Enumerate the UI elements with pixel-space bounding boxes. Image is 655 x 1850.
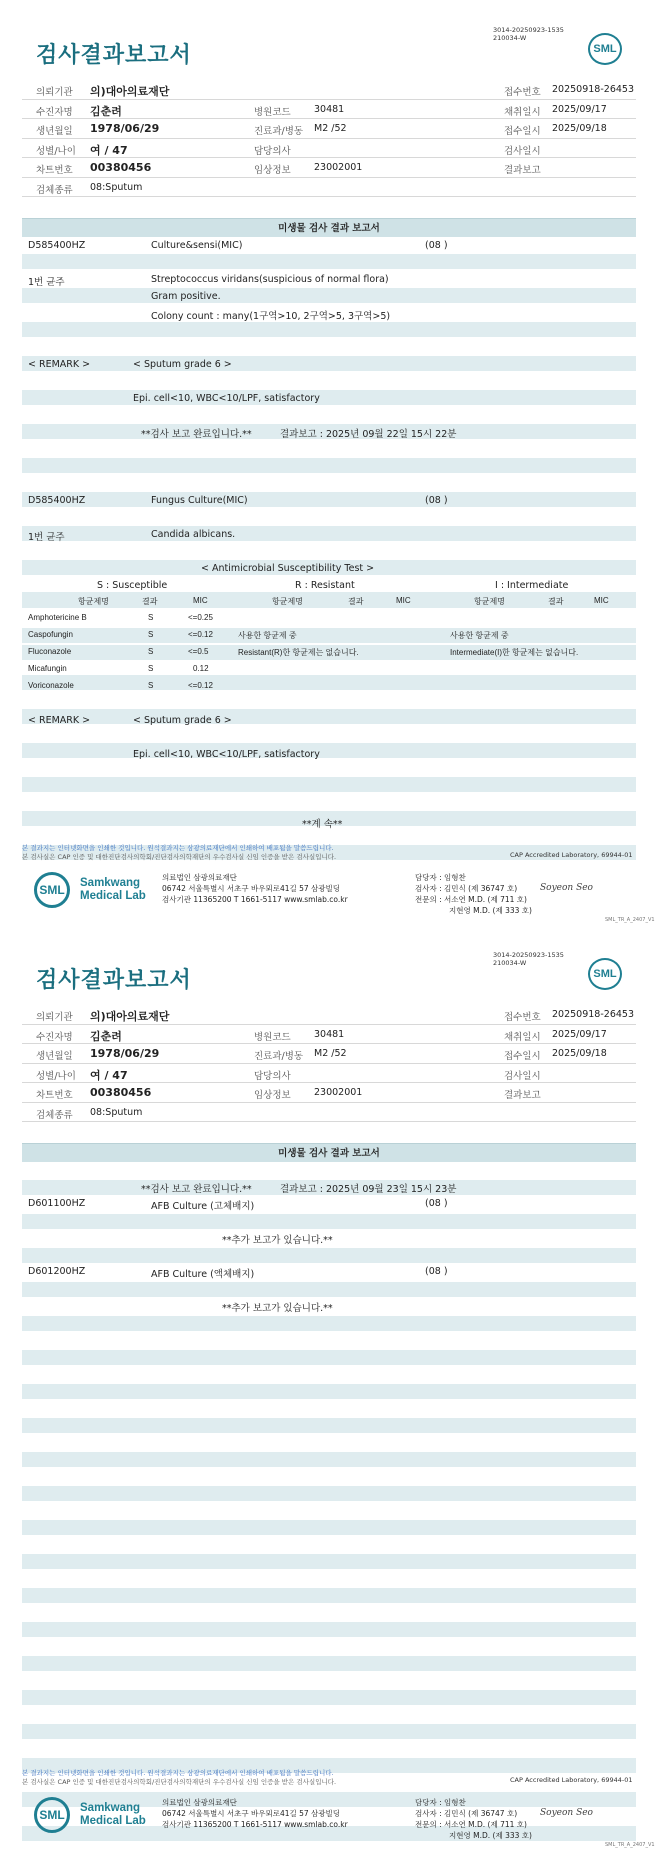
row-stripes — [22, 254, 636, 594]
header-row: 수진자명 김춘려 병원코드 30481 채취일시 2025/09/17 — [22, 1025, 636, 1045]
strain-label: 1번 균주 — [28, 277, 65, 288]
report-time: 결과보고 : 2025년 09월 23일 15시 23분 — [280, 1184, 457, 1195]
drug-name: Amphotericine B — [28, 613, 87, 622]
section-title: 미생물 검사 결과 보고서 — [22, 1143, 636, 1162]
cap-accreditation: CAP Accredited Laboratory, 69944-01 — [510, 851, 633, 859]
signers: 담당자 : 임형찬 검사자 : 김민식 (제 36747 호) 전문의 : 서소연 M.D. (제 711 호) 지현영 M.D. (제 333 호) — [415, 873, 532, 915]
test-code: D585400HZ — [28, 495, 86, 506]
brand-name: Samkwang Medical Lab — [80, 1802, 146, 1827]
page-code: 3014-20250923-1535 210034-W — [493, 951, 564, 967]
additional-report: **추가 보고가 있습니다.** — [222, 1303, 333, 1314]
drug-name: Micafungin — [28, 664, 67, 673]
header-row: 차트번호 00380456 임상정보 23002001 결과보고 — [22, 158, 636, 178]
test-code: D585400HZ — [28, 240, 86, 251]
signature: Soyeon Seo — [540, 883, 593, 893]
header-row: 검체종류 08:Sputum — [22, 178, 636, 198]
organism: Streptococcus viridans(suspicious of normal flora) — [151, 274, 389, 285]
ast-title: < Antimicrobial Susceptibility Test > — [201, 563, 375, 574]
test-name: AFB Culture (고체배지) — [151, 1201, 255, 1212]
drug-name: Voriconazole — [28, 681, 74, 690]
header-row: 의뢰기관 의)대아의료재단 접수번호 20250918-26453 — [22, 1005, 636, 1025]
additional-report: **추가 보고가 있습니다.** — [222, 1235, 333, 1246]
cap-accreditation: CAP Accredited Laboratory, 69944-01 — [510, 1776, 633, 1784]
test-code: D601200HZ — [28, 1266, 86, 1277]
organism: Candida albicans. — [151, 529, 236, 540]
report-page-1: 3014-20250923-1535 210034-W SML 검사결과보고서 의뢰기관 의)대아의료재단 접수번호 20250918-26453 수진자명 김춘려 병원코드 30481 채취일시 2025/09/17 생년월일 1978/06/29 진료과/병동 M2 /52 접수일시 2025/09/18 성별/나이 여 / 47 담당의사 검사일시 차트번호 00380456 임상정보 23002001 결과보고 검체종류 08:Sputum 미생물 검사 결과 보고서 D585400HZ Culture&sensi(MIC) (08 ) 1번 균주 Streptococcus viridans(suspicious of normal flora) Gram positive. Colony count : many(1구역>10, 2구역>5, 3구역>5) < REMARK > < Sputum grade 6 > Epi. cell<10, WBC<10/LPF, satisfactory **검사 보고 완료입니다.** 결과보고 : 2025년 09월 22일 15시 22분 D585400HZ Fungus Culture(MIC) (08 ) 1번 균주 Candida albicans. < Antimicrobial Susceptibility Test > S : Susceptible R : Resistant I : Intermediate 항균제명 결과 MIC 항균제명 결과 MIC 항균제명 결과 MIC Amphotericine B S <=0.25 Caspofungin S <=0.12 Fluconazole S <=0.5 Micafungin S 0.12 Voriconazole S <=0.12 사용한 항균제 중 Resistant(R)한 항균제는 없습니다. 사용한 항균제 중 Intermediate(I)한 항균제는 없습니다. < REMARK > < Sputum grade 6 > Epi. cell<10, WBC<10/LPF, satisfactory **계 속** 본 결과지는 인터넷화면을 인쇄한 것입니다. 원석결과지는 삼광의료재단에서 인쇄하여 배포됨을 말씀드립니다. 본 검사실은 CAP 인증 및 대한진단검사의학회/진단검사의학재단의 우수검사실 신임 인증을 받은 검사실입니다. CAP Accredited Laboratory, 69944-01 SML Samkwang Medical Lab 의료법인 삼광의료재단 06742 서울특별시 서초구 바우뫼로41길 57 삼광빌딩 검사기관 11365200 T 1661-5117 www.smlab.co.kr 담당자 : 임형찬 검사자 : 김민식 (제 36747 호) 전문의 : 서소연 M.D. (제 711 호) 지현영 M.D. (제 333 호) Soyeon Seo SML_TR_A_2407_V1 — [22, 26, 655, 923]
page-code: 3014-20250923-1535 210034-W — [493, 26, 564, 42]
ast-table-header — [22, 592, 636, 608]
strain-label: 1번 균주 — [28, 532, 65, 543]
lab-address: 의료법인 삼광의료재단 06742 서울특별시 서초구 바우뫼로41길 57 삼광빌딩 검사기관 11365200 T 1661-5117 www.smlab.co.kr — [162, 873, 348, 904]
test-name: Fungus Culture(MIC) — [151, 495, 248, 506]
header-row: 검체종류 08:Sputum — [22, 1103, 636, 1123]
header-row: 성별/나이 여 / 47 담당의사 검사일시 — [22, 1064, 636, 1084]
sml-logo-icon: SML — [588, 33, 622, 65]
row-stripes — [22, 628, 636, 879]
report-complete: **검사 보고 완료입니다.** — [141, 429, 252, 440]
signers: 담당자 : 임형찬 검사자 : 김민식 (제 36747 호) 전문의 : 서소연 M.D. (제 711 호) 지현영 M.D. (제 333 호) — [415, 1798, 532, 1840]
header-row: 차트번호 00380456 임상정보 23002001 결과보고 — [22, 1083, 636, 1103]
header-row: 의뢰기관 의)대아의료재단 접수번호 20250918-26453 — [22, 80, 636, 100]
header-row: 성별/나이 여 / 47 담당의사 검사일시 — [22, 139, 636, 159]
report-time: 결과보고 : 2025년 09월 22일 15시 22분 — [280, 429, 457, 440]
test-name: AFB Culture (액체배지) — [151, 1269, 255, 1280]
drug-name: Fluconazole — [28, 647, 72, 656]
continued: **계 속** — [302, 819, 343, 830]
remark-label: < REMARK > — [28, 715, 91, 726]
page-title: 검사결과보고서 — [36, 968, 192, 993]
footer-note: 본 결과지는 인터넷화면을 인쇄한 것입니다. 원석결과지는 삼광의료재단에서 인쇄하여 배포됨을 말씀드립니다. 본 검사실은 CAP 인증 및 대한진단검사의학회/진단검사의학재단의 우수검사실 신임 인증을 받은 검사실입니다. — [22, 844, 337, 861]
institution: 의)대아의료재단 — [90, 85, 170, 98]
patient-name: 김춘려 — [90, 104, 122, 118]
test-name: Culture&sensi(MIC) — [151, 240, 243, 251]
samkwang-logo-icon: SML — [34, 1797, 70, 1833]
header-row: 생년월일 1978/06/29 진료과/병동 M2 /52 접수일시 2025/09/18 — [22, 119, 636, 139]
lab-address: 의료법인 삼광의료재단 06742 서울특별시 서초구 바우뫼로41길 57 삼광빌딩 검사기관 11365200 T 1661-5117 www.smlab.co.kr — [162, 1798, 348, 1829]
row-stripes — [22, 1180, 636, 1850]
report-page-2: 3014-20250923-1535 210034-W SML 검사결과보고서 의뢰기관 의)대아의료재단 접수번호 20250918-26453 수진자명 김춘려 병원코드 30481 채취일시 2025/09/17 생년월일 1978/06/29 진료과/병동 M2 /52 접수일시 2025/09/18 성별/나이 여 / 47 담당의사 검사일시 차트번호 00380456 임상정보 23002001 결과보고 검체종류 08:Sputum 미생물 검사 결과 보고서 **검사 보고 완료입니다.** 결과보고 : 2025년 09월 23일 15시 23분 D601100HZ AFB Culture (고체배지) (08 ) **추가 보고가 있습니다.** D601200HZ AFB Culture (액체배지) (08 ) **추가 보고가 있습니다.** 본 결과지는 인터넷화면을 인쇄한 것입니다. 원석결과지는 삼광의료재단에서 인쇄하여 배포됨을 말씀드립니다. 본 검사실은 CAP 인증 및 대한진단검사의학회/진단검사의학재단의 우수검사실 신임 인증을 받은 검사실입니다. CAP Accredited Laboratory, 69944-01 SML Samkwang Medical Lab 의료법인 삼광의료재단 06742 서울특별시 서초구 바우뫼로41길 57 삼광빌딩 검사기관 11365200 T 1661-5117 www.smlab.co.kr 담당자 : 임형찬 검사자 : 김민식 (제 36747 호) 전문의 : 서소연 M.D. (제 711 호) 지현영 M.D. (제 333 호) Soyeon Seo SML_TR_A_2407_V1 — [0, 925, 655, 1850]
test-code: D601100HZ — [28, 1198, 86, 1209]
section-title: 미생물 검사 결과 보고서 — [22, 218, 636, 237]
report-complete: **검사 보고 완료입니다.** — [141, 1184, 252, 1195]
patient-header — [22, 1005, 636, 1122]
footer-note: 본 결과지는 인터넷화면을 인쇄한 것입니다. 원석결과지는 삼광의료재단에서 인쇄하여 배포됨을 말씀드립니다. 본 검사실은 CAP 인증 및 대한진단검사의학회/진단검사의학재단의 우수검사실 신임 인증을 받은 검사실입니다. — [22, 1769, 337, 1786]
samkwang-logo-icon: SML — [34, 872, 70, 908]
header-row: 생년월일 1978/06/29 진료과/병동 M2 /52 접수일시 2025/09/18 — [22, 1044, 636, 1064]
sml-logo-icon: SML — [588, 958, 622, 990]
signature: Soyeon Seo — [540, 1808, 593, 1818]
page-title: 검사결과보고서 — [36, 43, 192, 68]
drug-name: Caspofungin — [28, 630, 73, 639]
header-row: 수진자명 김춘려 병원코드 30481 채취일시 2025/09/17 — [22, 100, 636, 120]
brand-name: Samkwang Medical Lab — [80, 877, 146, 902]
patient-header — [22, 80, 636, 197]
remark-label: < REMARK > — [28, 359, 91, 370]
receipt-no: 20250918-26453 — [552, 84, 635, 95]
